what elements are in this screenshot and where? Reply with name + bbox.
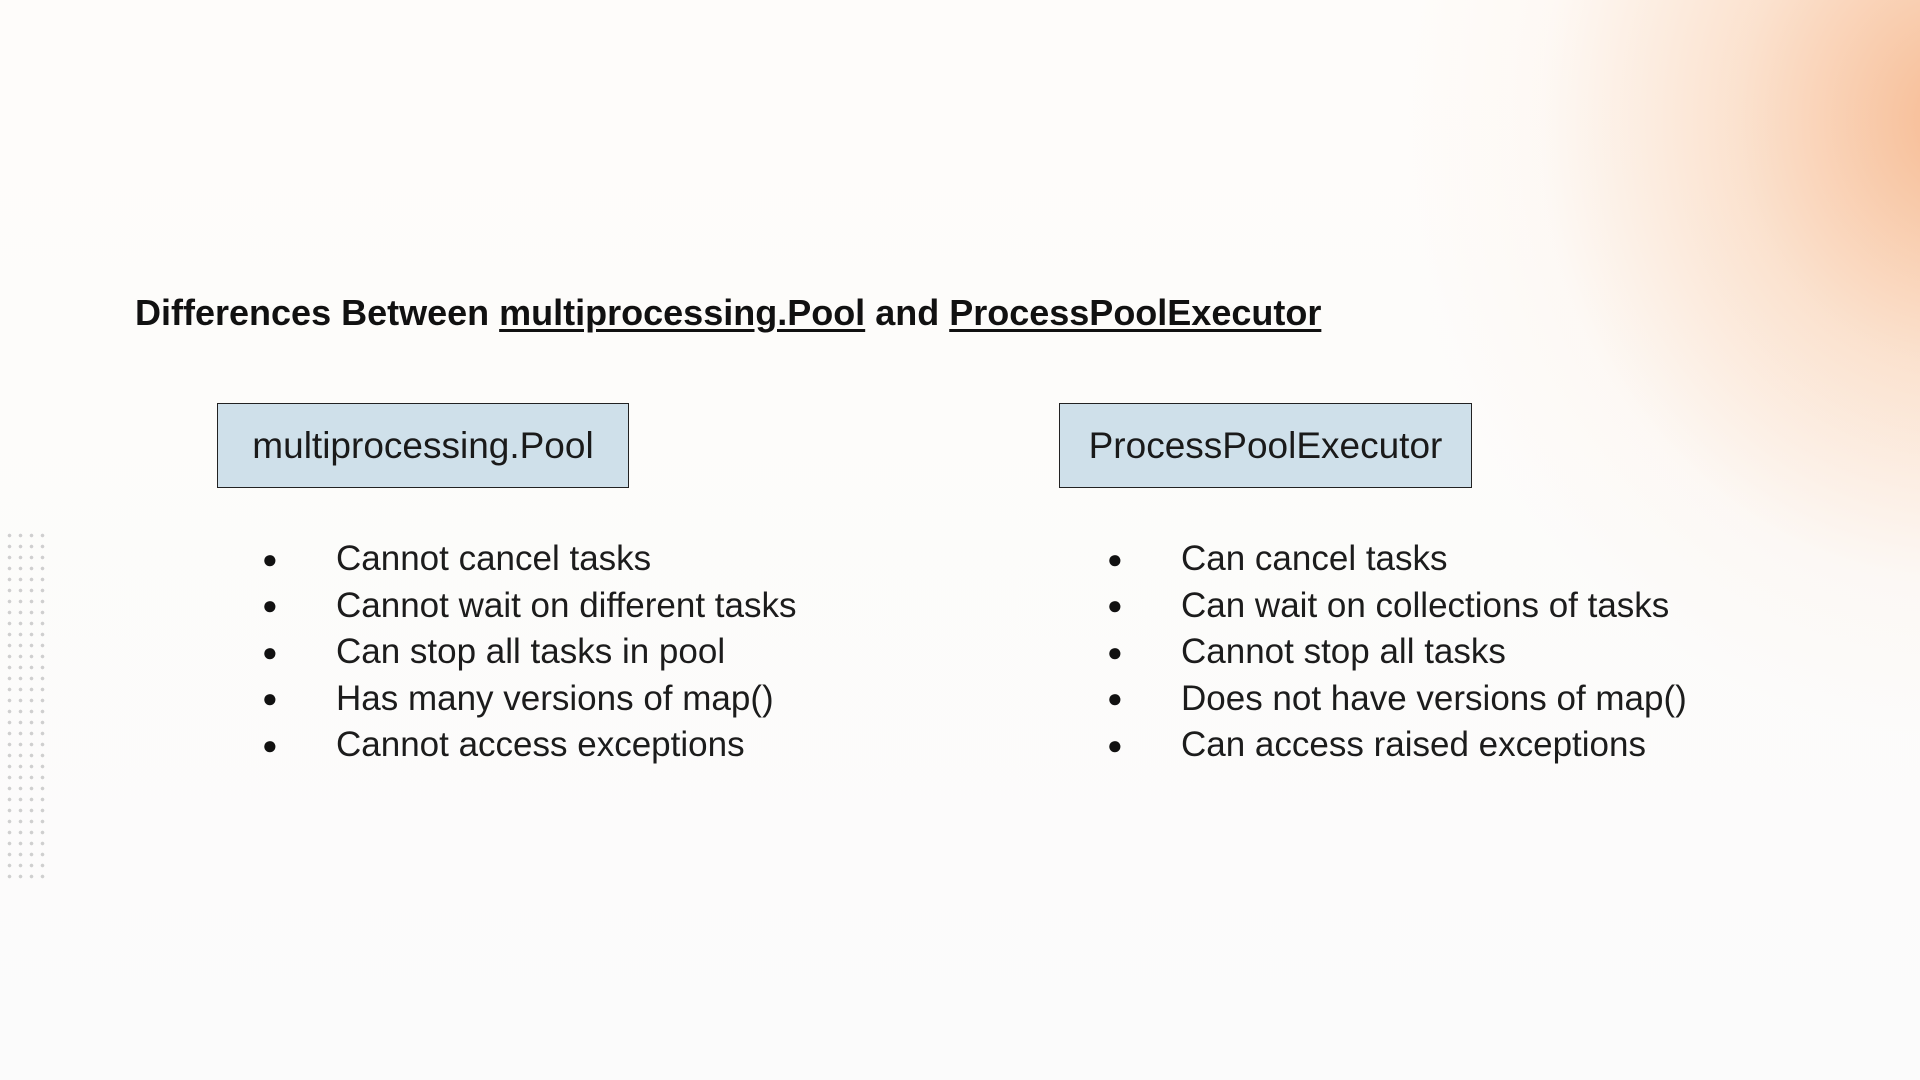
- right-column-label: ProcessPoolExecutor: [1088, 424, 1443, 466]
- list-item: [1107, 722, 1687, 769]
- bullet-text: Can cancel tasks: [1181, 539, 1448, 579]
- bullet-icon: ●: [262, 729, 278, 760]
- right-column-label-box: [1059, 403, 1472, 488]
- bullet-text: Can wait on collections of tasks: [1181, 585, 1670, 625]
- list-item: [1107, 583, 1687, 630]
- bullet-icon: ●: [262, 590, 278, 621]
- bullet-icon: ●: [1107, 683, 1123, 714]
- left-bullet-list: [262, 536, 796, 769]
- bullet-text: Cannot cancel tasks: [336, 539, 652, 579]
- list-item: [1107, 676, 1687, 723]
- title-link-multiprocessing-pool: multiprocessing.Pool: [499, 292, 866, 333]
- decorative-dot-grid: [4, 530, 46, 880]
- bullet-text: Can stop all tasks in pool: [336, 632, 726, 672]
- slide-title: [135, 292, 1321, 334]
- bullet-text: Cannot access exceptions: [336, 725, 745, 765]
- bullet-icon: ●: [262, 636, 278, 667]
- left-column-label: multiprocessing.Pool: [252, 424, 594, 466]
- bullet-icon: ●: [262, 543, 278, 574]
- right-bullet-list: [1107, 536, 1687, 769]
- bullet-text: Can access raised exceptions: [1181, 725, 1646, 765]
- bullet-icon: ●: [1107, 636, 1123, 667]
- list-item: [262, 536, 796, 583]
- bullet-icon: ●: [1107, 543, 1123, 574]
- bullet-text: Has many versions of map(): [336, 678, 774, 718]
- list-item: [1107, 629, 1687, 676]
- list-item: [262, 629, 796, 676]
- bullet-icon: ●: [262, 683, 278, 714]
- bullet-text: Cannot stop all tasks: [1181, 632, 1506, 672]
- bullet-icon: ●: [1107, 729, 1123, 760]
- title-joiner: and: [865, 292, 950, 333]
- list-item: [262, 583, 796, 630]
- list-item: [262, 722, 796, 769]
- bullet-text: Does not have versions of map(): [1181, 678, 1687, 718]
- title-prefix: Differences Between: [135, 292, 500, 333]
- list-item: [1107, 536, 1687, 583]
- bullet-text: Cannot wait on different tasks: [336, 585, 797, 625]
- title-link-process-pool-executor: ProcessPoolExecutor: [949, 292, 1322, 333]
- bullet-icon: ●: [1107, 590, 1123, 621]
- list-item: [262, 676, 796, 723]
- left-column-label-box: [217, 403, 629, 488]
